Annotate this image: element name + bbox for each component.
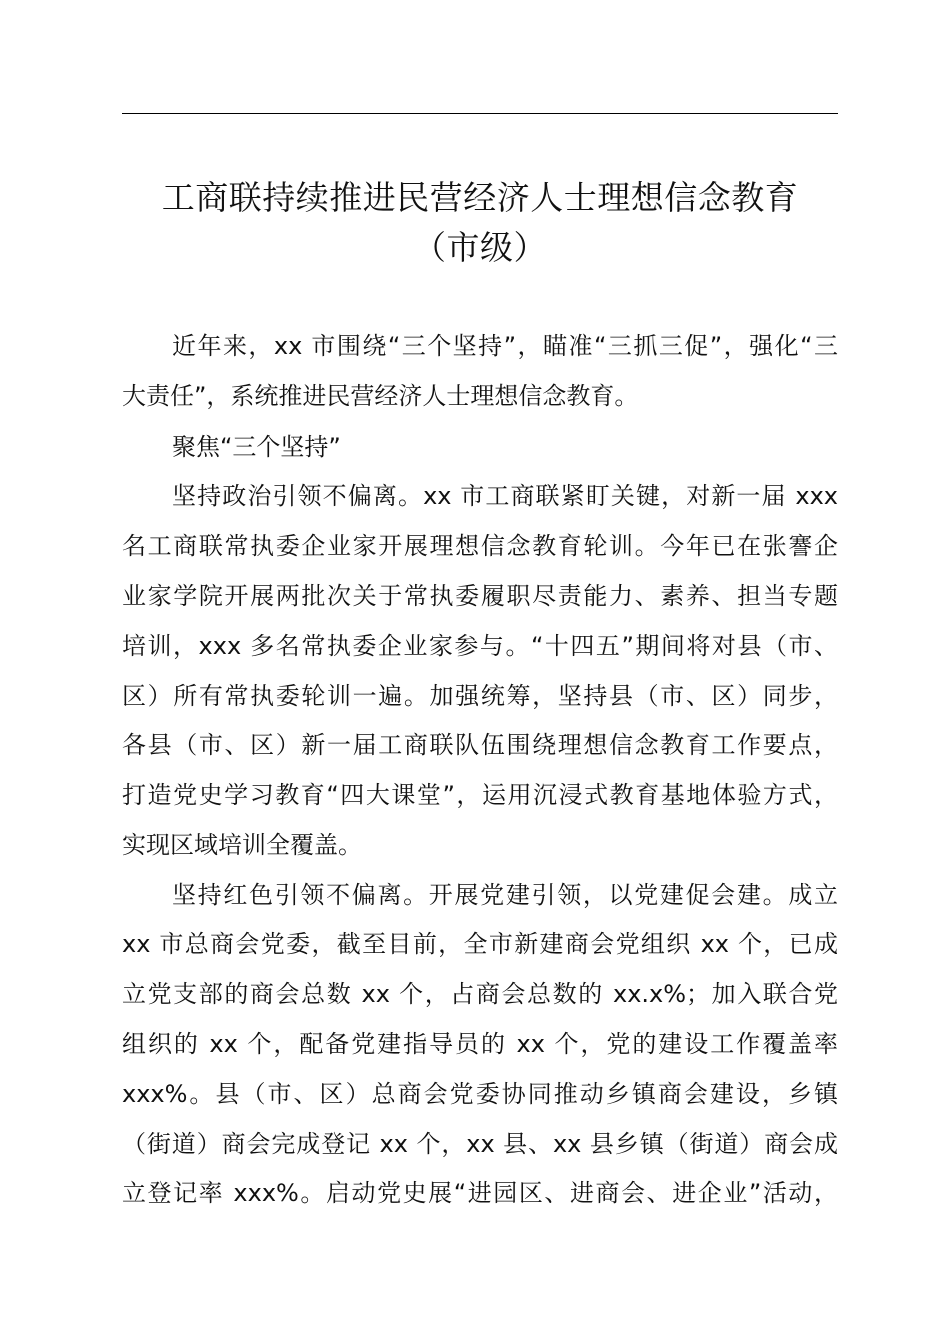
paragraph-line: 培训，xxx 多名常执委企业家参与。“十四五”期间将对县（市、: [122, 632, 838, 660]
paragraph-line: 坚持政治引领不偏离。xx 市工商联紧盯关键，对新一届 xxx: [172, 482, 838, 510]
paragraph-line: 区）所有常执委轮训一遍。加强统筹，坚持县（市、区）同步，: [122, 682, 838, 710]
paragraph-line: 立登记率 xxx%。启动党史展“进园区、进商会、进企业”活动，: [122, 1179, 838, 1207]
paragraph-line: 实现区域培训全覆盖。: [122, 831, 362, 859]
paragraph-line: 业家学院开展两批次关于常执委履职尽责能力、素养、担当专题: [122, 582, 838, 610]
paragraph-line: xxx%。县（市、区）总商会党委协同推动乡镇商会建设，乡镇: [122, 1080, 838, 1108]
paragraph-line: 各县（市、区）新一届工商联队伍围绕理想信念教育工作要点，: [122, 731, 838, 759]
header-rule: [122, 113, 838, 114]
document-subtitle: （市级）: [413, 228, 547, 267]
paragraph-line: （街道）商会完成登记 xx 个，xx 县、xx 县乡镇（街道）商会成: [122, 1130, 838, 1158]
paragraph-line: 打造党史学习教育“四大课堂”，运用沉浸式教育基地体验方式，: [122, 781, 838, 809]
paragraph-line: 立党支部的商会总数 xx 个，占商会总数的 xx.x%；加入联合党: [122, 980, 838, 1008]
paragraph-line: 近年来，xx 市围绕“三个坚持”，瞄准“三抓三促”，强化“三: [172, 332, 838, 360]
paragraph-line: xx 市总商会党委，截至目前，全市新建商会党组织 xx 个，已成: [122, 930, 838, 958]
paragraph-line: 坚持红色引领不偏离。开展党建引领，以党建促会建。成立: [172, 881, 838, 909]
paragraph-line: 大责任”，系统推进民营经济人士理想信念教育。: [122, 382, 639, 410]
section-heading: 聚焦“三个坚持”: [172, 433, 341, 461]
paragraph-line: 名工商联常执委企业家开展理想信念教育轮训。今年已在张謇企: [122, 532, 838, 560]
document-title: 工商联持续推进民营经济人士理想信念教育: [161, 178, 799, 217]
paragraph-line: 组织的 xx 个，配备党建指导员的 xx 个，党的建设工作覆盖率: [122, 1030, 838, 1058]
